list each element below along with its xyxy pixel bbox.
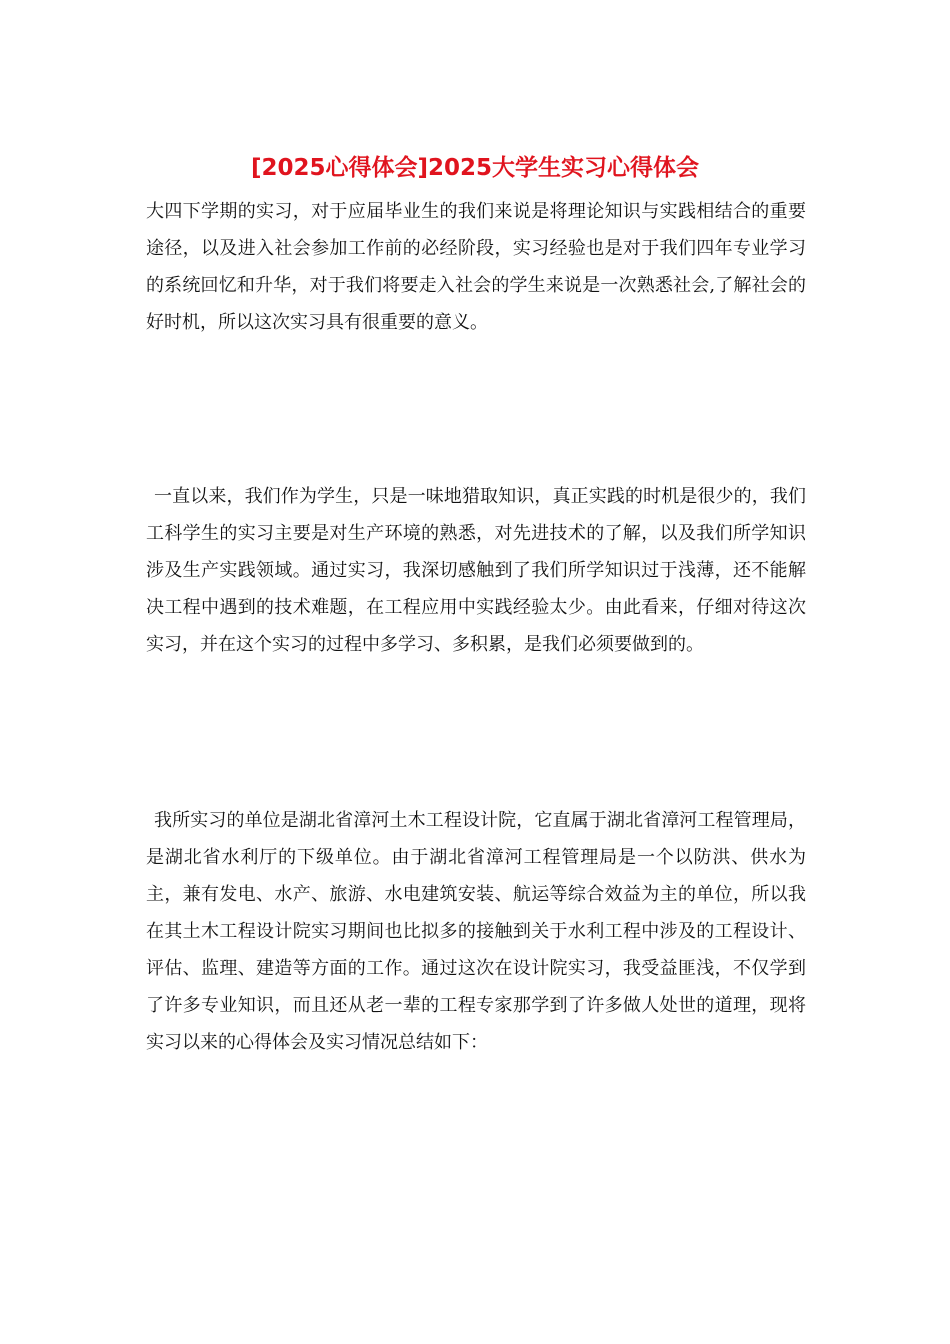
document-title: [2025心得体会]2025大学生实习心得体会 — [250, 155, 700, 181]
paragraph-1: 大四下学期的实习，对于应届毕业生的我们来说是将理论知识与实践相结合的重要途径，以及进入社会参加工作前的必经阶段，实习经验也是对于我们四年专业学习的系统回忆和升华，对于我们将要走入社会的学生来说是一次熟悉社会,了解社会的好时机，所以这次实习具有很重要的意义。 — [146, 201, 806, 333]
paragraph-3: 我所实习的单位是湖北省漳河土木工程设计院，它直属于湖北省漳河工程管理局，是湖北省水利厅的下级单位。由于湖北省漳河工程管理局是一个以防洪、供水为主，兼有发电、水产、旅游、水电建筑安装、航运等综合效益为主的单位，所以我在其土木工程设计院实习期间也比拟多的接触到关于水利工程中涉及的工程设计、评估、监理、建造等方面的工作。通过这次在设计院实习，我受益匪浅，不仅学到了许多专业知识，而且还从老一辈的工程专家那学到了许多做人处世的道理，现将实习以来的心得体会及实习情况总结如下： — [146, 810, 806, 1053]
paragraph-2: 一直以来，我们作为学生，只是一味地猎取知识，真正实践的时机是很少的，我们工科学生的实习主要是对生产环境的熟悉，对先进技术的了解，以及我们所学知识涉及生产实践领域。通过实习，我深切感触到了我们所学知识过于浅薄，还不能解决工程中遇到的技术难题，在工程应用中实践经验太少。由此看来，仔细对待这次实习，并在这个实习的过程中多学习、多积累，是我们必须要做到的。 — [146, 486, 806, 655]
